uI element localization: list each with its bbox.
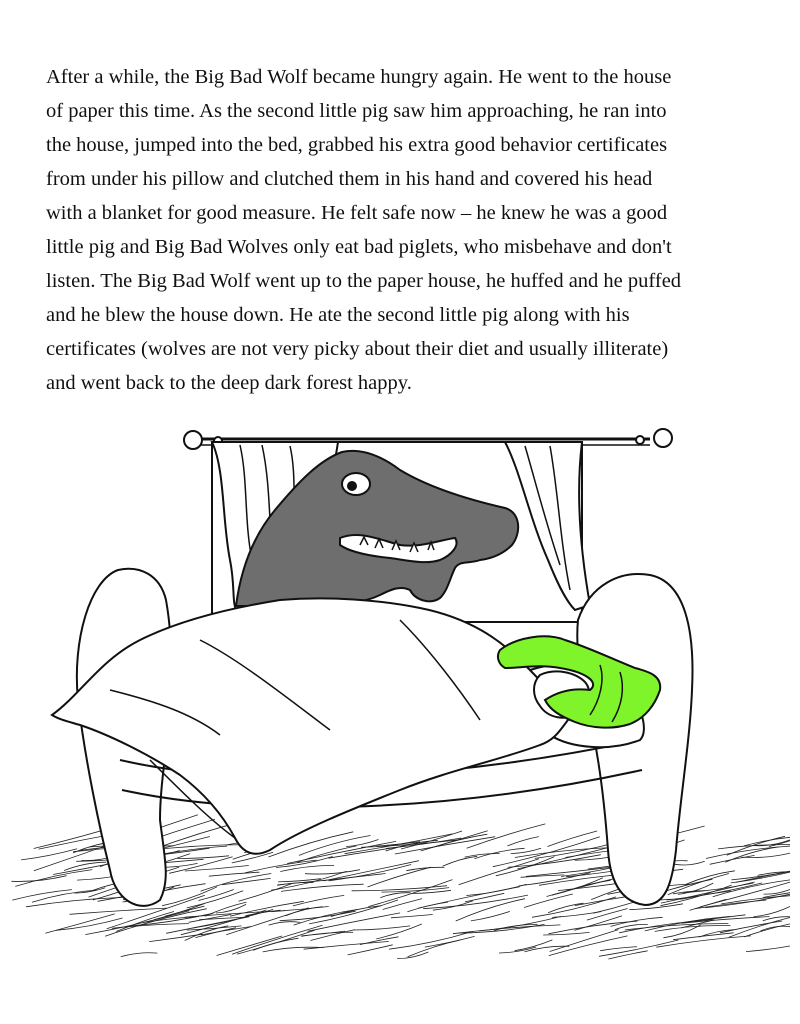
floor-scribble-stroke — [507, 837, 538, 846]
floor-scribble-stroke — [401, 831, 462, 849]
floor-scribble-stroke — [253, 938, 299, 950]
wolf-pupil — [347, 481, 357, 491]
floor-scribble-stroke — [331, 906, 381, 917]
floor-scribble-stroke — [222, 878, 271, 884]
floor-scribble-stroke — [281, 884, 364, 891]
story-line: from under his pillow and clutched them in his hand and covered his head — [46, 168, 653, 190]
floor-scribble-stroke — [11, 876, 66, 882]
story-line: listen. The Big Bad Wolf went up to the paper house, he huffed and he puffed — [46, 270, 682, 292]
floor-scribble-stroke — [673, 933, 734, 940]
floor-scribble-stroke — [721, 896, 790, 904]
floor-scribble-stroke — [725, 847, 779, 862]
story-line: After a while, the Big Bad Wolf became hungry again. He went to the house — [46, 66, 672, 88]
floor-scribble-stroke — [198, 890, 233, 901]
floor-scribble-stroke — [149, 934, 202, 941]
floor-scribble-stroke — [459, 859, 539, 885]
floor-scribble-stroke — [353, 926, 410, 930]
floor-scribble-stroke — [408, 940, 461, 957]
floor-scribble-stroke — [21, 849, 77, 860]
floor-scribble-stroke — [729, 918, 790, 938]
floor-scribble-stroke — [548, 831, 598, 847]
floor-scribble-stroke — [64, 862, 106, 870]
floor-scribble-stroke — [368, 867, 431, 887]
floor-scribble-stroke — [154, 904, 205, 920]
floor-scribble-stroke — [237, 930, 315, 954]
floor-scribble-stroke — [293, 895, 344, 906]
floor-scribble-stroke — [443, 856, 478, 866]
floor-scribble-stroke — [116, 912, 174, 932]
floor-scribble-stroke — [216, 904, 246, 913]
story-line: and he blew the house down. He ate the second little pig along with his — [46, 304, 630, 326]
floor-scribble-stroke — [383, 899, 422, 910]
story-line: certificates (wolves are not very picky about their diet and usually illiterate) — [46, 338, 669, 360]
floor-scribble-stroke — [185, 866, 249, 872]
floor-scribble-stroke — [239, 884, 293, 902]
floor-scribble-stroke — [305, 870, 360, 874]
floor-scribble-stroke — [744, 924, 790, 937]
floor-scribble-stroke — [209, 872, 260, 876]
floor-scribble-stroke — [348, 945, 393, 955]
floor-scribble-stroke — [232, 925, 323, 954]
floor-scribble-stroke — [397, 952, 428, 959]
floor-scribble-stroke — [121, 953, 158, 957]
floor-scribble-stroke — [407, 902, 448, 912]
floor-scribble-stroke — [587, 909, 628, 921]
floor-scribble-stroke — [324, 861, 419, 881]
floor-scribble-stroke — [629, 904, 683, 910]
floor-scribble-stroke — [376, 924, 422, 939]
floor-scribble-stroke — [515, 940, 553, 951]
floor-scribble-stroke — [245, 860, 317, 873]
floor-scribble-stroke — [177, 856, 229, 859]
story-line: and went back to the deep dark forest happy. — [46, 372, 412, 394]
story-paragraph — [46, 60, 746, 400]
floor-scribble-stroke — [26, 897, 122, 906]
floor-scribble-stroke — [685, 871, 735, 885]
floor-scribble-stroke — [599, 940, 678, 956]
floor-scribble-stroke — [746, 946, 790, 952]
floor-scribble-stroke — [754, 907, 790, 917]
floor-scribble-stroke — [608, 951, 647, 959]
story-line: little pig and Big Bad Wolves only eat bad piglets, who misbehave and don't — [46, 236, 672, 258]
floor-scribble-stroke — [515, 847, 623, 857]
floor-scribble-stroke — [532, 897, 616, 917]
floor-scribble-stroke — [45, 914, 115, 933]
floor-scribble-stroke — [493, 837, 600, 867]
floor-scribble-stroke — [466, 884, 526, 895]
floor-scribble-stroke — [304, 942, 389, 950]
floor-scribble-stroke — [593, 902, 634, 913]
floor-scribble-stroke — [663, 925, 700, 938]
story-line: the house, jumped into the bed, grabbed his extra good behavior certificates — [46, 134, 668, 156]
floor-scribble-stroke — [391, 915, 433, 918]
floor-scribble-stroke — [655, 925, 731, 931]
wolf-in-bed-illustration — [0, 410, 800, 1010]
floor-scribble-stroke — [433, 901, 473, 910]
floor-scribble-stroke — [675, 861, 705, 865]
floor-scribble-stroke — [299, 836, 371, 856]
floor-scribble-stroke — [217, 936, 282, 956]
story-line: of paper this time. As the second little pig saw him approaching, he ran into — [46, 100, 667, 122]
floor-scribble-stroke — [311, 930, 355, 941]
story-line: with a blanket for good measure. He felt safe now – he knew he was a good — [46, 202, 668, 224]
floor-scribble-stroke — [769, 841, 790, 847]
